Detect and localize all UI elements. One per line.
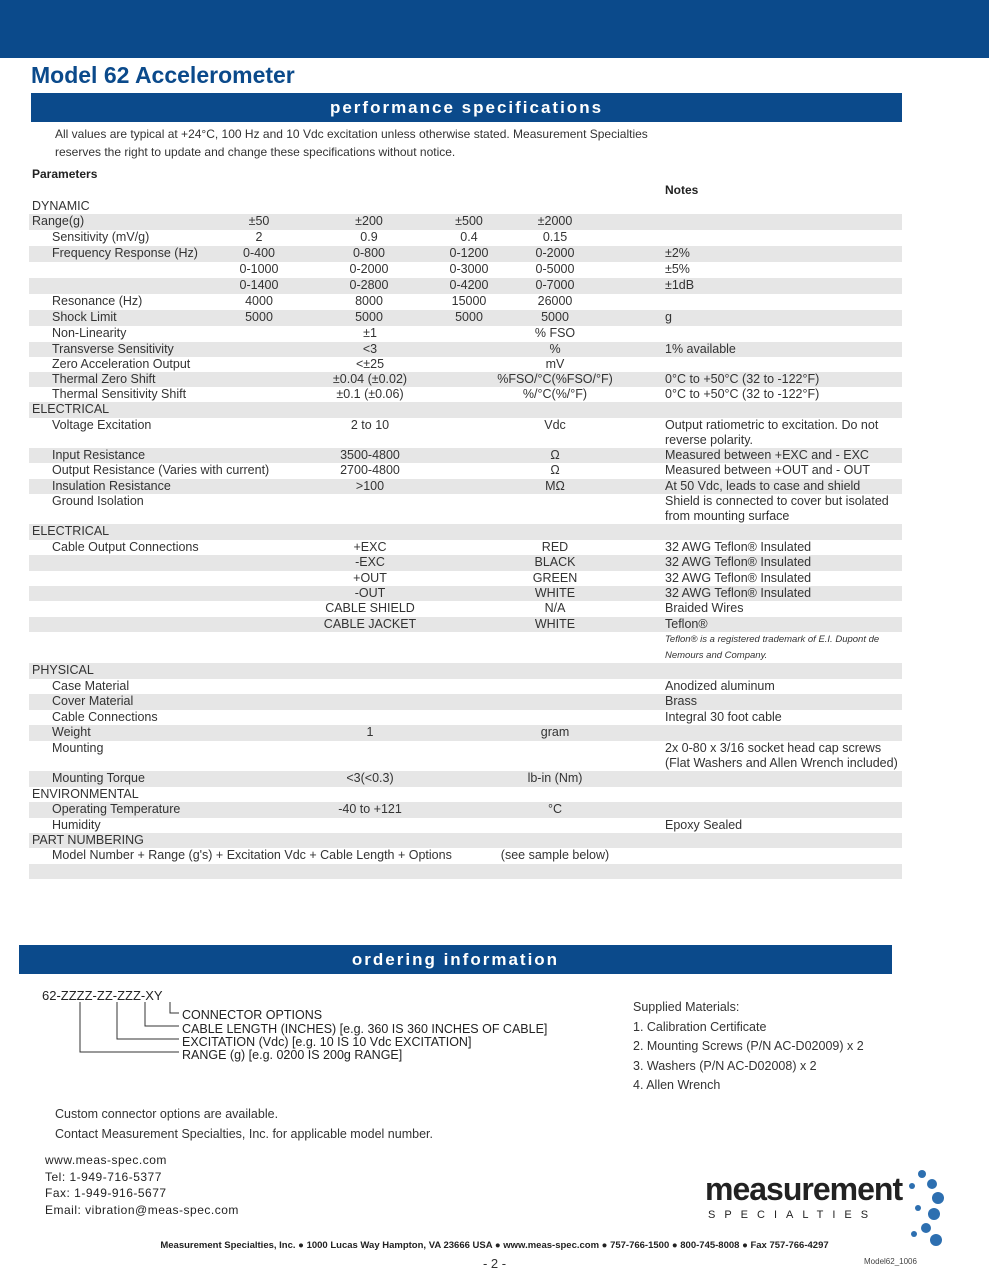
spec-note: 32 AWG Teflon® Insulated [665, 586, 812, 600]
contact-web-link[interactable]: www.meas-spec.com [45, 1153, 167, 1167]
logo-dots-icon [909, 1170, 944, 1246]
spec-note: Anodized aluminum [665, 679, 775, 693]
spec-row [29, 787, 902, 802]
contact-email-link[interactable]: Email: vibration@meas-spec.com [45, 1202, 239, 1217]
spec-note: Brass [665, 694, 697, 708]
parameter-label: Thermal Sensitivity Shift [52, 387, 187, 401]
footer-web: www.meas-spec.com [503, 1240, 600, 1251]
parameters-heading: Parameters [32, 167, 98, 181]
performance-heading-bar [31, 93, 902, 122]
spec-row [29, 694, 902, 710]
spec-row [29, 494, 902, 524]
section-label: PHYSICAL [32, 663, 94, 677]
spec-note: Measured between +EXC and - EXC [665, 448, 869, 462]
supplied-item: 2. Mounting Screws (P/N AC-D02009) x 2 [633, 1039, 864, 1053]
supplied-item: 3. Washers (P/N AC-D02008) x 2 [633, 1058, 817, 1073]
spec-unit-text: % [549, 342, 561, 356]
spec-unit-text: °C [547, 802, 563, 816]
spec-note: 32 AWG Teflon® Insulated [665, 571, 812, 585]
spec-row [29, 540, 902, 555]
spec-value-text: 3500-4800 [340, 448, 400, 462]
spec-row [29, 601, 902, 617]
spec-note: Measured between +OUT and - OUT [665, 463, 871, 477]
supplied-title: Supplied Materials: [633, 1000, 740, 1014]
spec-value-text: <3(<0.3) [346, 771, 394, 785]
spec-row [29, 294, 902, 310]
section-label: ENVIRONMENTAL [32, 787, 139, 801]
spec-row [29, 818, 902, 833]
parameter-label: Input Resistance [52, 448, 146, 462]
spec-unit-text: lb-in (Nm) [527, 771, 583, 785]
spec-row [29, 741, 902, 771]
spec-unit-text: mV [545, 357, 565, 371]
parameter-label: Voltage Excitation [52, 418, 152, 432]
footer-phone-2: 800-745-8008 [680, 1240, 740, 1251]
section-label: DYNAMIC [32, 199, 90, 213]
contact-fax: Fax: 1-949-916-5677 [45, 1186, 167, 1200]
range-value-text: 5000 [541, 310, 569, 324]
spec-row [29, 357, 902, 372]
spec-value-text: 1 [366, 725, 374, 739]
spec-row [29, 679, 902, 694]
spec-row [29, 230, 902, 246]
spec-value-text: ±0.1 (±0.06) [336, 387, 404, 401]
ordering-range: RANGE (g) [e.g. 0200 IS 200g RANGE] [182, 1048, 403, 1062]
range-value-text: 4000 [245, 294, 273, 308]
document-id: Model62_1006 [864, 1257, 917, 1266]
spec-value-text: +EXC [353, 540, 387, 554]
section-label: ELECTRICAL [32, 524, 110, 538]
spec-unit-text: WHITE [534, 586, 576, 600]
section-label: PART NUMBERING [32, 833, 144, 847]
spec-value-text: CABLE SHIELD [325, 601, 415, 615]
spec-unit-text: Ω [550, 463, 560, 477]
supplied-item: 4. Allen Wrench [633, 1078, 721, 1092]
spec-note: 32 AWG Teflon® Insulated [665, 555, 812, 569]
spec-row [29, 524, 902, 540]
spec-value-text: ±0.04 (±0.02) [332, 372, 408, 386]
range-value-text: 5000 [455, 310, 483, 324]
range-value-text: 0-5000 [535, 262, 575, 276]
ordering-heading: ordering information [351, 950, 560, 969]
spec-unit-text: N/A [544, 601, 566, 615]
spec-value-text: -EXC [355, 555, 385, 569]
parameter-label: Model Number + Range (g's) + Excitation Vdc + Cable Length + Options [52, 848, 452, 862]
section-label: ELECTRICAL [32, 402, 110, 416]
contact-tel: Tel: 1-949-716-5377 [45, 1169, 162, 1184]
spec-value-text: 2 to 10 [350, 418, 390, 432]
spec-row [29, 246, 902, 262]
parameter-label: Cover Material [52, 694, 134, 708]
spec-row [29, 342, 902, 357]
footer-company: Measurement Specialties, Inc. [160, 1240, 296, 1251]
intro-text [55, 125, 755, 161]
spec-value-text: CABLE JACKET [323, 617, 417, 631]
spec-row [29, 771, 902, 787]
parameter-label: Zero Acceleration Output [52, 357, 191, 371]
parameter-label: Ground Isolation [52, 494, 144, 508]
spec-row [29, 372, 902, 387]
spec-unit-text: gram [540, 725, 570, 739]
parameter-label: Shock Limit [52, 310, 117, 324]
spec-row [29, 617, 902, 632]
parameter-label: Resonance (Hz) [52, 294, 143, 308]
range-value-text: ±50 [248, 214, 270, 228]
spec-note: Shield is connected to cover but isolated from mounting surface [665, 494, 889, 523]
spec-note: 32 AWG Teflon® Insulated [665, 540, 812, 554]
page-number: - 2 - [482, 1256, 507, 1271]
spec-row [29, 663, 902, 679]
spec-unit-text: %FSO/°C(%FSO/°F) [497, 372, 613, 386]
spec-unit-text: Ω [550, 448, 560, 462]
spec-note: Epoxy Sealed [665, 818, 743, 832]
range-value-text: 0-2000 [349, 262, 389, 276]
spec-value-text: -OUT [354, 586, 386, 600]
spec-row [29, 448, 902, 463]
spec-value-text: 2700-4800 [340, 463, 400, 477]
spec-row [29, 199, 902, 214]
notes-heading: Notes [665, 183, 699, 197]
range-value-text: 26000 [537, 294, 573, 308]
parameter-label: Weight [52, 725, 91, 739]
ordering-cable-length: CABLE LENGTH (INCHES) [e.g. 360 IS 360 INCHES OF CABLE] [182, 1022, 548, 1036]
spec-note: Teflon® is a registered trademark of E.I. Dupont de Nemours and Company. [665, 634, 880, 661]
spec-note: Teflon® [665, 617, 708, 631]
spec-value-text: >100 [355, 479, 385, 493]
spec-note: 0°C to +50°C (32 to -122°F) [665, 372, 820, 386]
spec-row [29, 710, 902, 725]
spec-note: ±2% [665, 246, 690, 260]
logo-word: measurement [705, 1171, 903, 1207]
spec-row [29, 326, 902, 342]
company-logo [700, 1160, 950, 1250]
range-value-text: 8000 [355, 294, 383, 308]
supplied-materials [633, 998, 864, 1096]
spec-note: ±1dB [665, 278, 695, 292]
footer-street: 1000 Lucas Way Hampton, VA 23666 USA [306, 1240, 493, 1251]
spec-row [29, 402, 902, 418]
parameter-label: Sensitivity (mV/g) [52, 230, 150, 244]
footer-fax: Fax 757-766-4297 [750, 1240, 829, 1251]
section-label: Range(g) [32, 214, 85, 228]
spec-row [29, 632, 902, 663]
spec-value-text: <±25 [355, 357, 385, 371]
ordering-code-diagram [42, 988, 602, 1068]
spec-note: g [665, 310, 672, 324]
custom-line-1: Custom connector options are available. [55, 1107, 279, 1121]
parameter-label: Cable Connections [52, 710, 158, 724]
spec-row [29, 571, 902, 586]
range-value-text: 0-1200 [449, 246, 489, 260]
footer-phone-1: 757-766-1500 [610, 1240, 670, 1251]
parameter-label: Mounting Torque [52, 771, 145, 785]
spec-row [29, 864, 902, 879]
footer-address: Measurement Specialties, Inc. ● 1000 Lucas Way Hampton, VA 23666 USA ● www.meas-spec.com ● 757-766-1500 ● 800-745-8008 ● Fax 757-766-4297 [160, 1240, 829, 1251]
intro-line-2: reserves the right to update and change these specifications without notice. [55, 145, 456, 159]
range-value-text: 0-1400 [239, 278, 279, 292]
spec-unit-text: % FSO [534, 326, 576, 340]
spec-row [29, 262, 902, 278]
range-value-text: 5000 [245, 310, 273, 324]
range-value-text: 0-2000 [535, 246, 575, 260]
spec-value-text: +OUT [353, 571, 387, 585]
spec-row [29, 833, 902, 848]
parameter-label: Humidity [52, 818, 101, 832]
spec-note: 1% available [665, 342, 736, 356]
range-value-text: 2 [255, 230, 263, 244]
range-value-text: 0-800 [353, 246, 385, 260]
range-value-text: 0-4200 [449, 278, 489, 292]
custom-line-2: Contact Measurement Specialties, Inc. for applicable model number. [55, 1127, 433, 1141]
ordering-connector-options: CONNECTOR OPTIONS [182, 1008, 323, 1022]
spec-unit-text: (see sample below) [500, 848, 610, 862]
performance-heading: performance specifications [329, 98, 604, 117]
spec-unit-text: GREEN [532, 571, 578, 585]
spec-row [29, 848, 902, 864]
spec-value-text: <3 [362, 342, 378, 356]
logo-sub: SPECIALTIES [708, 1209, 878, 1221]
spec-note: At 50 Vdc, leads to case and shield [665, 479, 861, 493]
ordering-excitation: EXCITATION (Vdc) [e.g. 10 IS 10 Vdc EXCITATION] [182, 1035, 472, 1049]
range-value-text: 0-3000 [449, 262, 489, 276]
ordering-heading-bar [19, 945, 892, 974]
range-value-text: 0-1000 [239, 262, 279, 276]
spec-unit-text: %/°C(%/°F) [522, 387, 588, 401]
parameter-label: Mounting [52, 741, 104, 755]
parameter-label: Transverse Sensitivity [52, 342, 174, 356]
spec-unit-text: MΩ [545, 479, 565, 493]
page-title: Model 62 Accelerometer [31, 62, 295, 88]
spec-row [29, 278, 902, 294]
parameter-label: Frequency Response (Hz) [52, 246, 198, 260]
spec-row [29, 802, 902, 818]
range-value-text: 0-7000 [535, 278, 575, 292]
top-banner [0, 0, 989, 58]
range-value-text: 0-400 [243, 246, 275, 260]
spec-unit-text: RED [541, 540, 569, 554]
range-value-text: ±2000 [537, 214, 573, 228]
contact-block [45, 1152, 239, 1218]
spec-row [29, 586, 902, 601]
supplied-item: 1. Calibration Certificate [633, 1019, 767, 1034]
spec-value-text: ±1 [363, 326, 377, 340]
range-value-text: 0.4 [460, 230, 478, 244]
spec-unit-text: Vdc [544, 418, 566, 432]
spec-unit-text: BLACK [534, 555, 576, 569]
ordering-code: 62-ZZZZ-ZZ-ZZZ-XY [42, 988, 163, 1003]
parameter-label: Case Material [52, 679, 130, 693]
custom-note [55, 1104, 433, 1144]
range-value-text: 0.15 [542, 230, 568, 244]
range-value-text: ±500 [455, 214, 483, 228]
spec-unit-text: WHITE [534, 617, 576, 631]
spec-note: Braided Wires [665, 601, 744, 615]
range-value-text: ±200 [355, 214, 383, 228]
spec-table [29, 199, 902, 879]
range-value-text: 5000 [355, 310, 383, 324]
range-value-text: 0-2800 [349, 278, 389, 292]
spec-note: Output ratiometric to excitation. Do not reverse polarity. [665, 418, 879, 447]
spec-value-text: -40 to +121 [338, 802, 402, 816]
parameter-label: Operating Temperature [52, 802, 181, 816]
range-value-text: 0.9 [360, 230, 378, 244]
spec-note: ±5% [665, 262, 690, 276]
spec-note: Integral 30 foot cable [665, 710, 782, 724]
spec-row [29, 418, 902, 448]
parameter-label: Non-Linearity [52, 326, 127, 340]
spec-row [29, 214, 902, 230]
parameter-label: Cable Output Connections [52, 540, 199, 554]
parameter-label: Output Resistance (Varies with current) [52, 463, 270, 477]
range-value-text: 15000 [451, 294, 487, 308]
spec-note: 2x 0-80 x 3/16 socket head cap screws (Flat Washers and Allen Wrench included) [665, 741, 898, 770]
spec-row [29, 479, 902, 494]
parameter-label: Thermal Zero Shift [52, 372, 156, 386]
spec-row [29, 463, 902, 479]
spec-row [29, 725, 902, 741]
spec-row [29, 555, 902, 571]
spec-note: 0°C to +50°C (32 to -122°F) [665, 387, 820, 401]
spec-row [29, 310, 902, 326]
spec-row [29, 387, 902, 402]
parameter-label: Insulation Resistance [52, 479, 171, 493]
intro-line-1: All values are typical at +24°C, 100 Hz and 10 Vdc excitation unless otherwise stated. Measurement Specialties [55, 127, 648, 141]
